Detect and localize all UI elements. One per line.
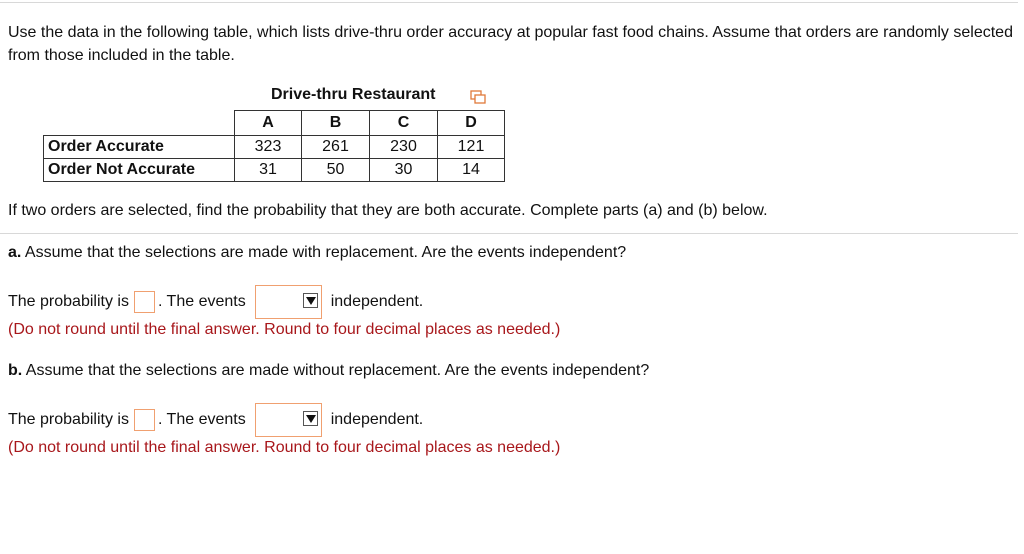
table-cell: 121 <box>438 136 505 159</box>
events-label: . The events <box>157 293 246 310</box>
table-cell: 31 <box>235 159 302 182</box>
table-cell: 50 <box>302 159 370 182</box>
part-a-rounding-note: (Do not round until the final answer. Round to four decimal places as needed.) <box>8 321 561 338</box>
part-a-answer-line <box>8 288 423 316</box>
part-a-letter: a. <box>8 244 22 261</box>
part-b-letter: b. <box>8 362 23 379</box>
table-cell: 261 <box>302 136 370 159</box>
part-b-heading <box>8 362 649 380</box>
table-title: Drive-thru Restaurant <box>271 86 436 103</box>
table-cell: 30 <box>370 159 438 182</box>
row-label: Order Not Accurate <box>44 159 235 182</box>
column-header: B <box>302 111 370 136</box>
top-divider <box>0 2 1018 3</box>
dropdown-arrow-icon[interactable] <box>303 293 318 308</box>
table-row <box>44 136 505 159</box>
part-a-heading <box>8 244 626 262</box>
table-cell: 323 <box>235 136 302 159</box>
intro-text: Use the data in the following table, which lists drive-thru order accuracy at popular fast food chains. Assume that orders are randomly selected from those included in the table. <box>8 24 1013 64</box>
part-b-question: Assume that the selections are made without replacement. Are the events independent? <box>25 362 650 379</box>
copy-table-icon[interactable] <box>470 89 486 105</box>
events-label: . The events <box>157 411 246 428</box>
part-a-independence-dropdown[interactable] <box>255 285 322 319</box>
column-header: D <box>438 111 505 136</box>
column-header: A <box>235 111 302 136</box>
column-header: C <box>370 111 438 136</box>
independent-label: independent. <box>330 411 424 428</box>
table-row <box>44 159 505 182</box>
part-b-probability-input[interactable] <box>134 409 155 431</box>
table-cell: 230 <box>370 136 438 159</box>
part-b-independence-dropdown[interactable] <box>255 403 322 437</box>
table-header-row <box>44 111 505 136</box>
independent-label: independent. <box>330 293 424 310</box>
dropdown-arrow-icon[interactable] <box>303 411 318 426</box>
probability-label: The probability is <box>8 411 129 428</box>
question-prompt: If two orders are selected, find the probability that they are both accurate. Complete parts (a) and (b) below. <box>8 202 768 219</box>
part-b-answer-line <box>8 406 423 434</box>
row-label: Order Accurate <box>44 136 235 159</box>
table-corner <box>44 111 235 136</box>
section-divider <box>0 233 1018 234</box>
accuracy-table <box>43 110 505 182</box>
probability-label: The probability is <box>8 293 129 310</box>
part-b-rounding-note: (Do not round until the final answer. Round to four decimal places as needed.) <box>8 439 561 456</box>
part-a-probability-input[interactable] <box>134 291 155 313</box>
table-cell: 14 <box>438 159 505 182</box>
part-a-question: Assume that the selections are made with replacement. Are the events independent? <box>24 244 627 261</box>
